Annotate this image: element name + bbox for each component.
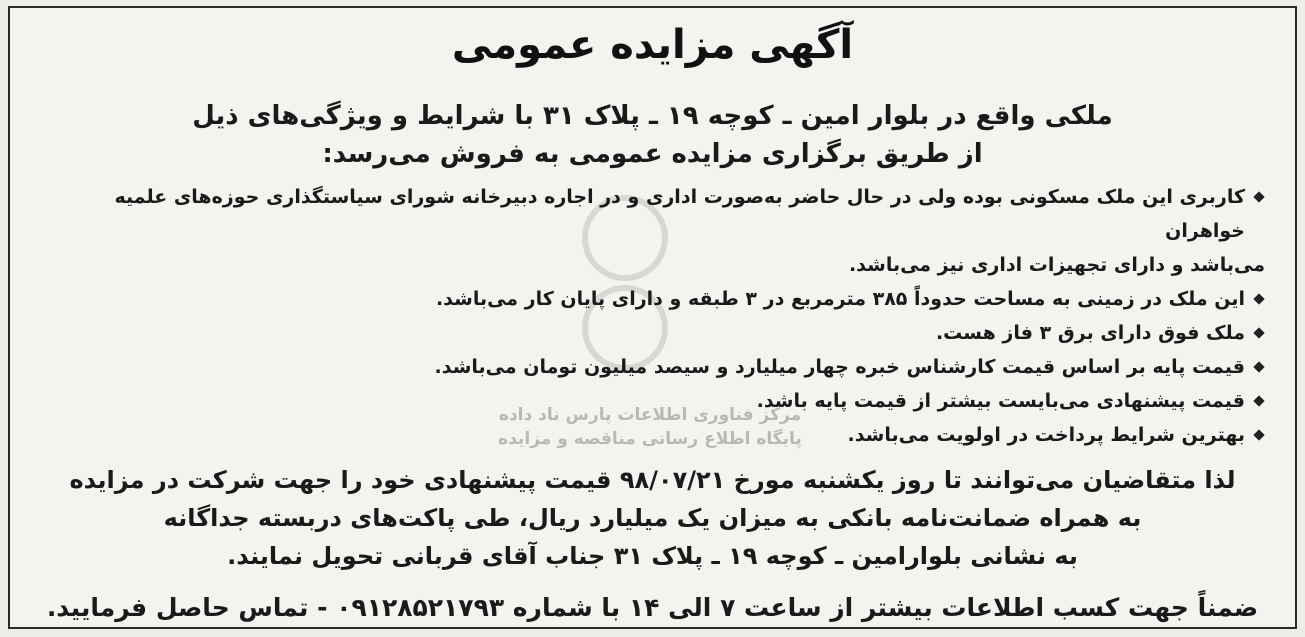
notice-title: آگهی مزایده عمومی xyxy=(451,22,854,68)
closing-line1: لذا متقاضیان می‌توانند تا روز یکشنبه مورخ ۹۸/۰۷/۲۱ قیمت پیشنهادی خود را جهت شرکت در مزایده xyxy=(69,466,1236,494)
closing-line3: به نشانی بلوارامین ـ کوچه ۱۹ ـ پلاک ۳۱ جناب آقای قربانی تحویل نمایند. xyxy=(227,542,1078,570)
condition-item xyxy=(35,180,1265,248)
condition-item xyxy=(35,316,1265,350)
bullet-diamond-icon xyxy=(1253,395,1264,406)
watermark-line1: مرکز فناوری اطلاعات پارس ناد داده xyxy=(498,405,802,425)
notice-frame xyxy=(8,6,1297,629)
condition-item xyxy=(35,350,1265,384)
condition-text: ملک فوق دارای برق ۳ فاز هست. xyxy=(935,322,1245,344)
closing-paragraph xyxy=(10,461,1295,575)
condition-text: بهترین شرایط پرداخت در اولویت می‌باشد. xyxy=(847,424,1245,446)
watermark-line2: پایگاه اطلاع رسانی مناقصه و مزایده xyxy=(498,429,802,449)
watermark-text xyxy=(440,403,860,451)
bullet-diamond-icon xyxy=(1253,327,1264,338)
condition-text: قیمت پایه بر اساس قیمت کارشناس خبره چهار میلیارد و سیصد میلیون تومان می‌باشد. xyxy=(434,356,1245,378)
closing-line2: به همراه ضمانت‌نامه بانکی به میزان یک میلیارد ریال، طی پاکت‌های دربسته جداگانه xyxy=(163,504,1142,532)
notice-subtitle-line2: از طریق برگزاری مزایده عمومی به فروش می‌رسد: xyxy=(322,139,983,169)
condition-text: می‌باشد و دارای تجهیزات اداری نیز می‌باشد. xyxy=(848,254,1265,276)
contact-footer: ضمناً جهت کسب اطلاعات بیشتر از ساعت ۷ الی ۱۴ با شماره ۰۹۱۲۸۵۲۱۷۹۳ - تماس حاصل فرمایید. xyxy=(46,593,1259,622)
condition-item xyxy=(35,282,1265,316)
condition-text: کاربری این ملک مسکونی بوده ولی در حال حاضر به‌صورت اداری و در اجاره دبیرخانه شورای سیاستگذاری حوزه‌های علمیه خواهران xyxy=(114,186,1245,242)
condition-item-continuation xyxy=(35,248,1265,282)
bullet-diamond-icon xyxy=(1253,293,1264,304)
notice-subtitle-line1: ملکی واقع در بلوار امین ـ کوچه ۱۹ ـ پلاک ۳۱ با شرایط و ویژگی‌های ذیل xyxy=(192,101,1113,131)
condition-text: این ملک در زمینی به مساحت حدوداً ۳۸۵ مترمربع در ۳ طبقه و دارای پایان کار می‌باشد. xyxy=(435,288,1245,310)
bullet-diamond-icon xyxy=(1253,191,1264,202)
bullet-diamond-icon xyxy=(1253,429,1264,440)
condition-text: قیمت پیشنهادی می‌بایست بیشتر از قیمت پایه باشد. xyxy=(756,390,1245,412)
bullet-diamond-icon xyxy=(1253,361,1264,372)
